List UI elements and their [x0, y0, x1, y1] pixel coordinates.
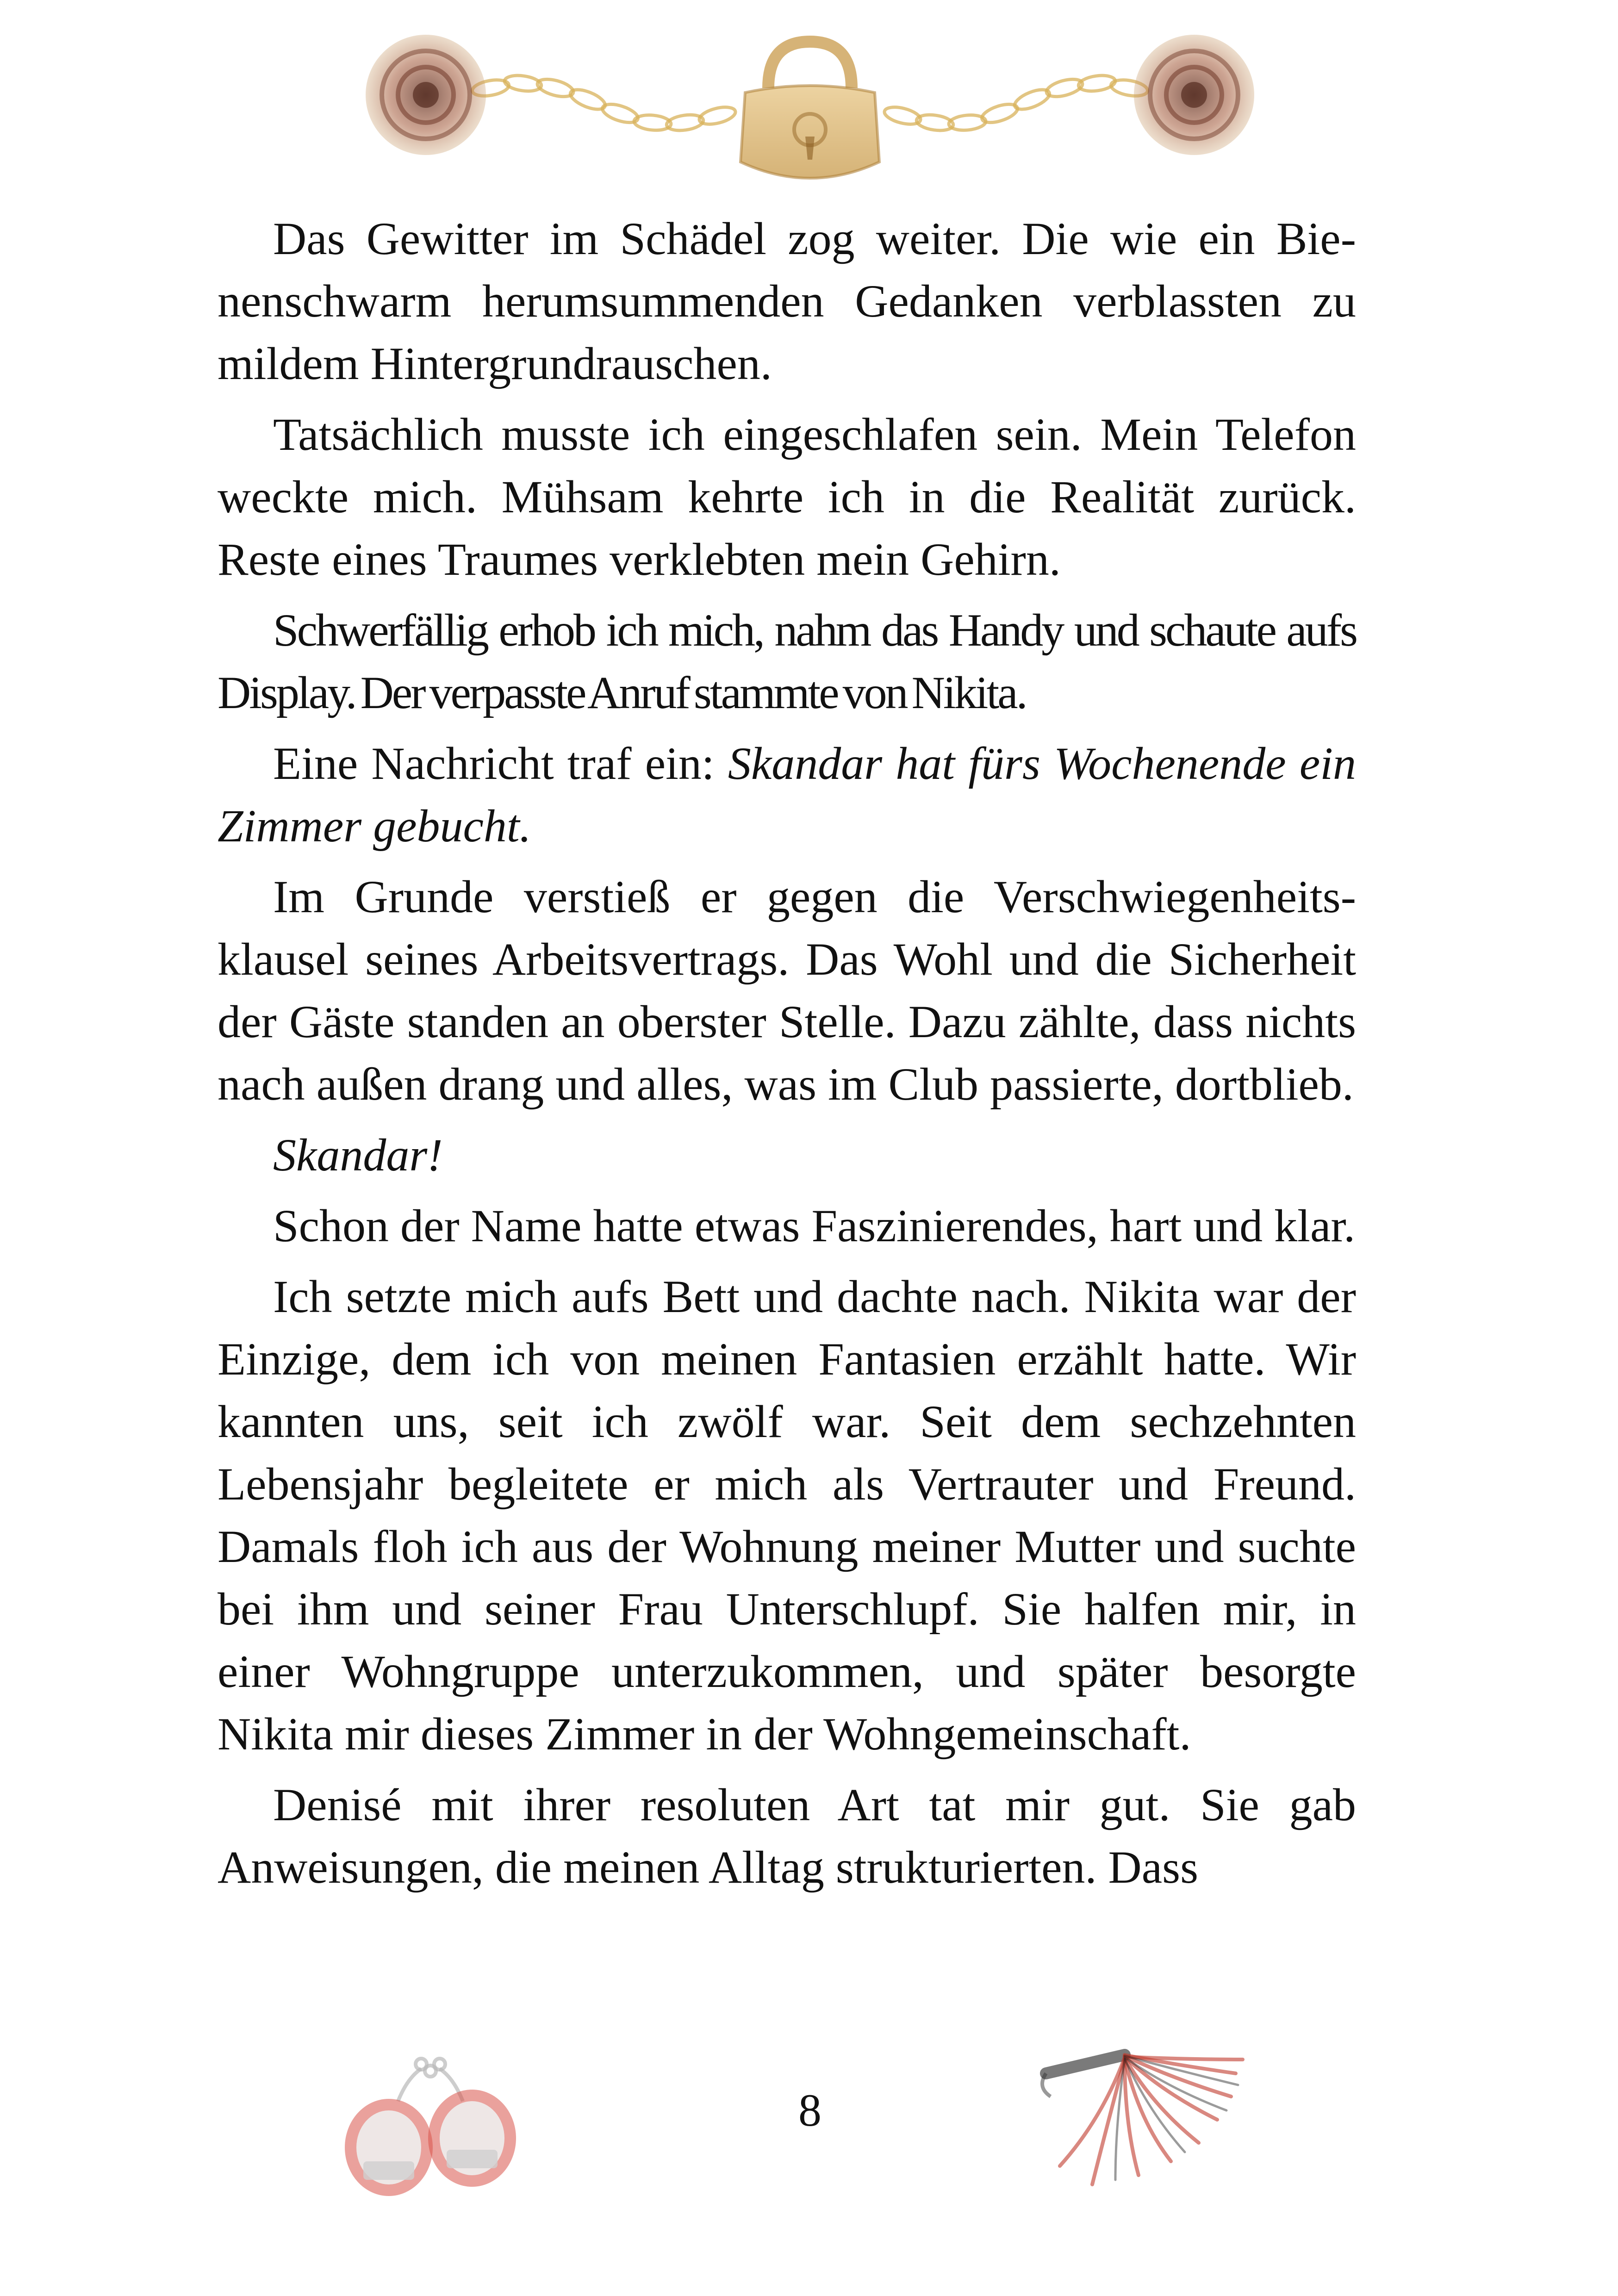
flogger-whip-icon — [1032, 2046, 1245, 2198]
paragraph: Denisé mit ihrer resoluten Art tat mir gut. Sie gab Anweisungen, die meinen Alltag strukturierten. Dass — [218, 1779, 1356, 1893]
rose-left-icon — [366, 35, 486, 155]
padlock-icon — [741, 42, 879, 178]
paragraph: Im Grunde verstieß er gegen die Verschwiegenheitsklausel seines Arbeitsvertrags. Das Wohl und die Sicherheit der Gäste standen an oberster Stelle. Dazu zählte, dass nichts nach außen drang und alles, was im Club passierte, dortblieb. — [218, 871, 1356, 1110]
paragraph: Schon der Name hatte etwas Faszinierendes, hart und klar. — [273, 1200, 1356, 1251]
paragraph: Schwerfällig erhob ich mich, nahm das Handy und schaute aufs Display. Der verpasste Anruf stammte von Nikita. — [218, 604, 1356, 718]
paragraph: Tatsächlich musste ich eingeschlafen sein. Mein Telefon weckte mich. Mühsam kehrte ich in die Realität zurück. Reste eines Traumes verklebten mein Gehirn. — [218, 409, 1356, 585]
paragraph-italic — [218, 1124, 1356, 1186]
handcuffs-icon — [338, 2055, 523, 2208]
paragraph: Ich setzte mich aufs Bett und dachte nach. Nikita war der Einzige, dem ich von meinen Fantasien erzählt hatte. Wir kannten uns, seit ich zwölf war. Seit dem sechzehnten Lebensjahr begleitete er mich als Vertrauter und Freund. Damals floh ich aus der Wohnung meiner Mutter und suchte bei ihm und seiner Frau Unterschlupf. Sie halfen mir, in einer Wohngruppe unterzukommen, und später besorgte Nikita mir dieses Zimmer in der Wohngemeinschaft. — [218, 1271, 1356, 1760]
paragraph-lead: Eine Nachricht traf ein: — [273, 738, 728, 789]
chain-left — [471, 74, 737, 133]
exclamation-text: Skandar! — [273, 1129, 443, 1181]
paragraph: Das Gewitter im Schädel zog weiter. Die wie ein Bienenschwarm herumsummenden Gedanken verblassten zu mildem Hintergrundrauschen. — [218, 213, 1356, 389]
rose-right-icon — [1134, 35, 1254, 155]
header-ornament — [352, 32, 1268, 199]
paragraph-with-message — [218, 732, 1356, 857]
message-text: Skandar hat fürs Wochenende ein Zimmer gebucht. — [218, 738, 1356, 852]
body-text — [218, 207, 1356, 1907]
chain-right — [883, 74, 1149, 133]
page-number: 8 — [798, 2084, 821, 2136]
